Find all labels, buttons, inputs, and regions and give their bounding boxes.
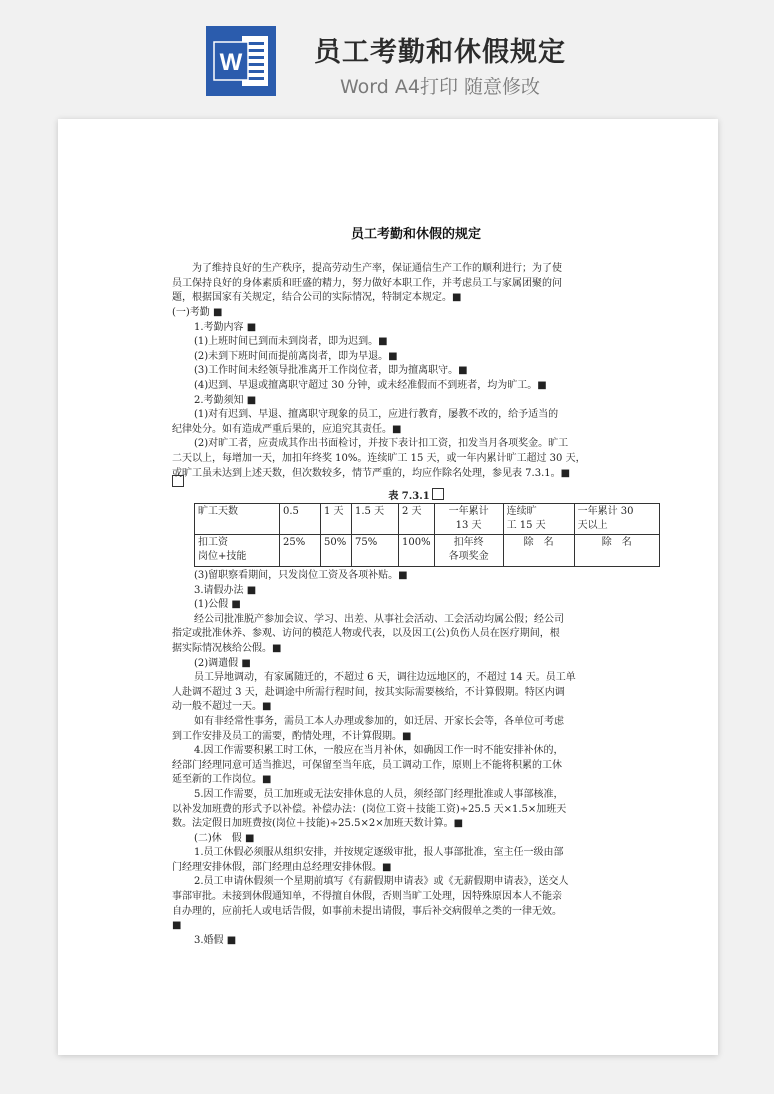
cell-line: 一年累计 bbox=[448, 506, 489, 517]
subsection-heading: (2)调遣假 ■ bbox=[194, 657, 251, 669]
text-line: 经部门经理同意可适当推迟，可保留至当年底，员工调动工作，原则上不能将积累的工休 bbox=[172, 759, 562, 771]
section-heading: (一)考勤 ■ bbox=[172, 307, 223, 318]
cell-line: 连续旷 bbox=[506, 506, 537, 517]
document-title: 员工考勤和休假的规定 bbox=[350, 227, 481, 242]
cell-line: 岗位+技能 bbox=[198, 551, 247, 562]
list-item: (4)迟到、早退或擅离职守超过 30 分钟，或未经准假而不到班者，均为旷工。■ bbox=[194, 379, 547, 391]
text-line: 据实际情况核给公假。■ bbox=[172, 642, 282, 654]
table-cell bbox=[434, 535, 503, 567]
caption-box bbox=[432, 488, 444, 500]
table-cell: 50% bbox=[321, 535, 352, 567]
text-line: 指定或批准休养、参观、访问的模范人物或代表，以及因工(公)负伤人员在医疗期间，根 bbox=[172, 628, 560, 640]
text-line: 5.因工作需要，员工加班或无法安排休息的人员，须经部门经理批准或人事部核准， bbox=[194, 788, 564, 800]
table-cell: 1.5 天 bbox=[352, 504, 399, 535]
text-line: (2)对旷工者，应责成其作出书面检讨，并按下表计扣工资，扣发当月各项奖金。旷工 bbox=[194, 438, 569, 450]
table-cell bbox=[574, 504, 659, 535]
cell-line: 扣工资 bbox=[198, 537, 228, 548]
section-leave bbox=[172, 569, 660, 948]
table-cell: 25% bbox=[280, 535, 321, 567]
subsection-heading: 1.考勤内容 ■ bbox=[194, 321, 257, 333]
header-title: 员工考勤和休假规定 bbox=[314, 37, 566, 68]
text-line: 1.员工休假必须服从组织安排，并按规定逐级审批，报人事部批准，室主任一级由部 bbox=[194, 847, 564, 859]
subsection-heading: 3.请假办法 ■ bbox=[194, 584, 257, 596]
cell-line: 扣年终 bbox=[453, 537, 484, 548]
table-cell: 1 天 bbox=[321, 504, 352, 535]
text-line: 事部审批。未接到休假通知单，不得擅自休假，否则当旷工处理，因特殊原因本人不能亲 bbox=[172, 891, 562, 903]
table-cell bbox=[503, 504, 574, 535]
table-cell: 旷工天数 bbox=[195, 504, 280, 535]
text-line: 到工作安排及员工的需要，酌情处理，不计算假期。■ bbox=[172, 730, 412, 742]
text-line: 员工异地调动，有家属随迁的，不超过 6 天，调往边远地区的，不超过 14 天。员工单 bbox=[194, 672, 576, 684]
text-line: 经公司批准脱产参加会议、学习、出差、从事社会活动、工会活动均属公假；经公司 bbox=[194, 613, 564, 625]
text-line: 2.员工申请休假须一个星期前填写《有薪假期申请表》或《无薪假期申请表》，送交人 bbox=[194, 876, 569, 888]
list-item: (3)留职察看期间，只发岗位工资及各项补贴。■ bbox=[194, 570, 408, 581]
text-line: 人赴调不超过 3 天，赴调途中所需行程时间，按其实际需要核给，不计算假期。特区内调 bbox=[172, 686, 565, 698]
text-line: 门经理安排休假，部门经理由总经理安排休假。■ bbox=[172, 861, 392, 873]
text-line: 延至新的工作岗位。■ bbox=[172, 774, 272, 786]
list-item: (3)工作时间未经领导批准离开工作岗位者，即为擅离职守。■ bbox=[194, 365, 468, 377]
header-banner bbox=[0, 0, 774, 118]
subsection-heading: (1)公假 ■ bbox=[194, 599, 241, 611]
table-cell: 除 名 bbox=[503, 535, 574, 567]
table-cell bbox=[195, 535, 280, 567]
cell-line: 一年累计 30 bbox=[577, 506, 634, 517]
table-cell: 2 天 bbox=[399, 504, 435, 535]
header-subtitle: Word A4打印 随意修改 bbox=[339, 76, 540, 98]
text-line: 数。法定假日加班费按(岗位＋技能)÷25.5×2×加班天数计算。■ bbox=[172, 818, 464, 830]
subsection-heading: 2.考勤须知 ■ bbox=[194, 394, 257, 406]
text-line: 4.因工作需要积累工时工休，一般应在当月补休，如确因工作一时不能安排补休的， bbox=[194, 745, 564, 757]
table-cell: 除 名 bbox=[574, 535, 659, 567]
section-attendance bbox=[172, 306, 660, 481]
list-item: (2)未到下班时间而提前离岗者，即为早退。■ bbox=[194, 350, 398, 362]
intro-paragraph bbox=[172, 262, 660, 306]
text-line: (1)对有迟到、早退、擅离职守现象的员工，应进行教育，屡教不改的，给予适当的 bbox=[194, 409, 559, 421]
list-item: (1)上班时间已到而未到岗者，即为迟到。■ bbox=[194, 336, 388, 348]
text-line: 动一般不超过一天。■ bbox=[172, 701, 272, 713]
cell-line: 各项奖金 bbox=[448, 551, 489, 562]
absence-table bbox=[194, 503, 660, 567]
text-line: ■ bbox=[172, 920, 182, 932]
text-line: 员工保持良好的身体素质和旺盛的精力，努力做好本职工作，并考虑员工与家属团聚的问 bbox=[172, 277, 562, 289]
text-line: 二天以上，每增加一天，加扣年终奖 10%。连续旷工 15 天，或一年内累计旷工超过 30 天， bbox=[172, 452, 586, 464]
section-heading: (二)休 假 ■ bbox=[194, 832, 255, 844]
table-row bbox=[195, 504, 660, 535]
table-cell bbox=[434, 504, 503, 535]
cell-line: 工 15 天 bbox=[506, 520, 546, 531]
subsection-heading: 3.婚假 ■ bbox=[194, 934, 237, 946]
document-page bbox=[58, 119, 718, 1055]
text-line: 为了维持良好的生产秩序，提高劳动生产率，保证通信生产工作的顺利进行；为了使 bbox=[192, 263, 562, 274]
word-icon-letter: W bbox=[219, 49, 243, 76]
table-cell: 100% bbox=[399, 535, 435, 567]
text-line: 纪律处分。如有造成严重后果的，应追究其责任。■ bbox=[172, 423, 402, 435]
cell-line: 13 天 bbox=[455, 520, 482, 531]
table-cell: 0.5 bbox=[280, 504, 321, 535]
text-line: 自办理的，应前托人或电话告假，如事前未提出请假，事后补交病假单之类的一律无效。 bbox=[172, 905, 562, 917]
cell-line: 天以上 bbox=[577, 520, 608, 531]
text-line: 或旷工虽未达到上述天数，但次数较多，情节严重的，均应作除名处理，参见表 7.3.1。■ bbox=[172, 467, 571, 479]
text-line: 以补发加班费的形式予以补偿。补偿办法：(岗位工资＋技能工资)÷25.5 天×1.5×加班天 bbox=[172, 803, 567, 815]
text-line: 题，根据国家有关规定，结合公司的实际情况，特制定本规定。■ bbox=[172, 292, 462, 304]
table-cell: 75% bbox=[352, 535, 399, 567]
text-line: 如有非经常性事务，需员工本人办理或参加的，如迁居、开家长会等，各单位可考虑 bbox=[194, 715, 564, 727]
table-caption-text: 表 7.3.1 bbox=[388, 491, 430, 502]
table-row bbox=[195, 535, 660, 567]
placeholder-box bbox=[172, 475, 184, 487]
word-icon bbox=[206, 26, 276, 96]
